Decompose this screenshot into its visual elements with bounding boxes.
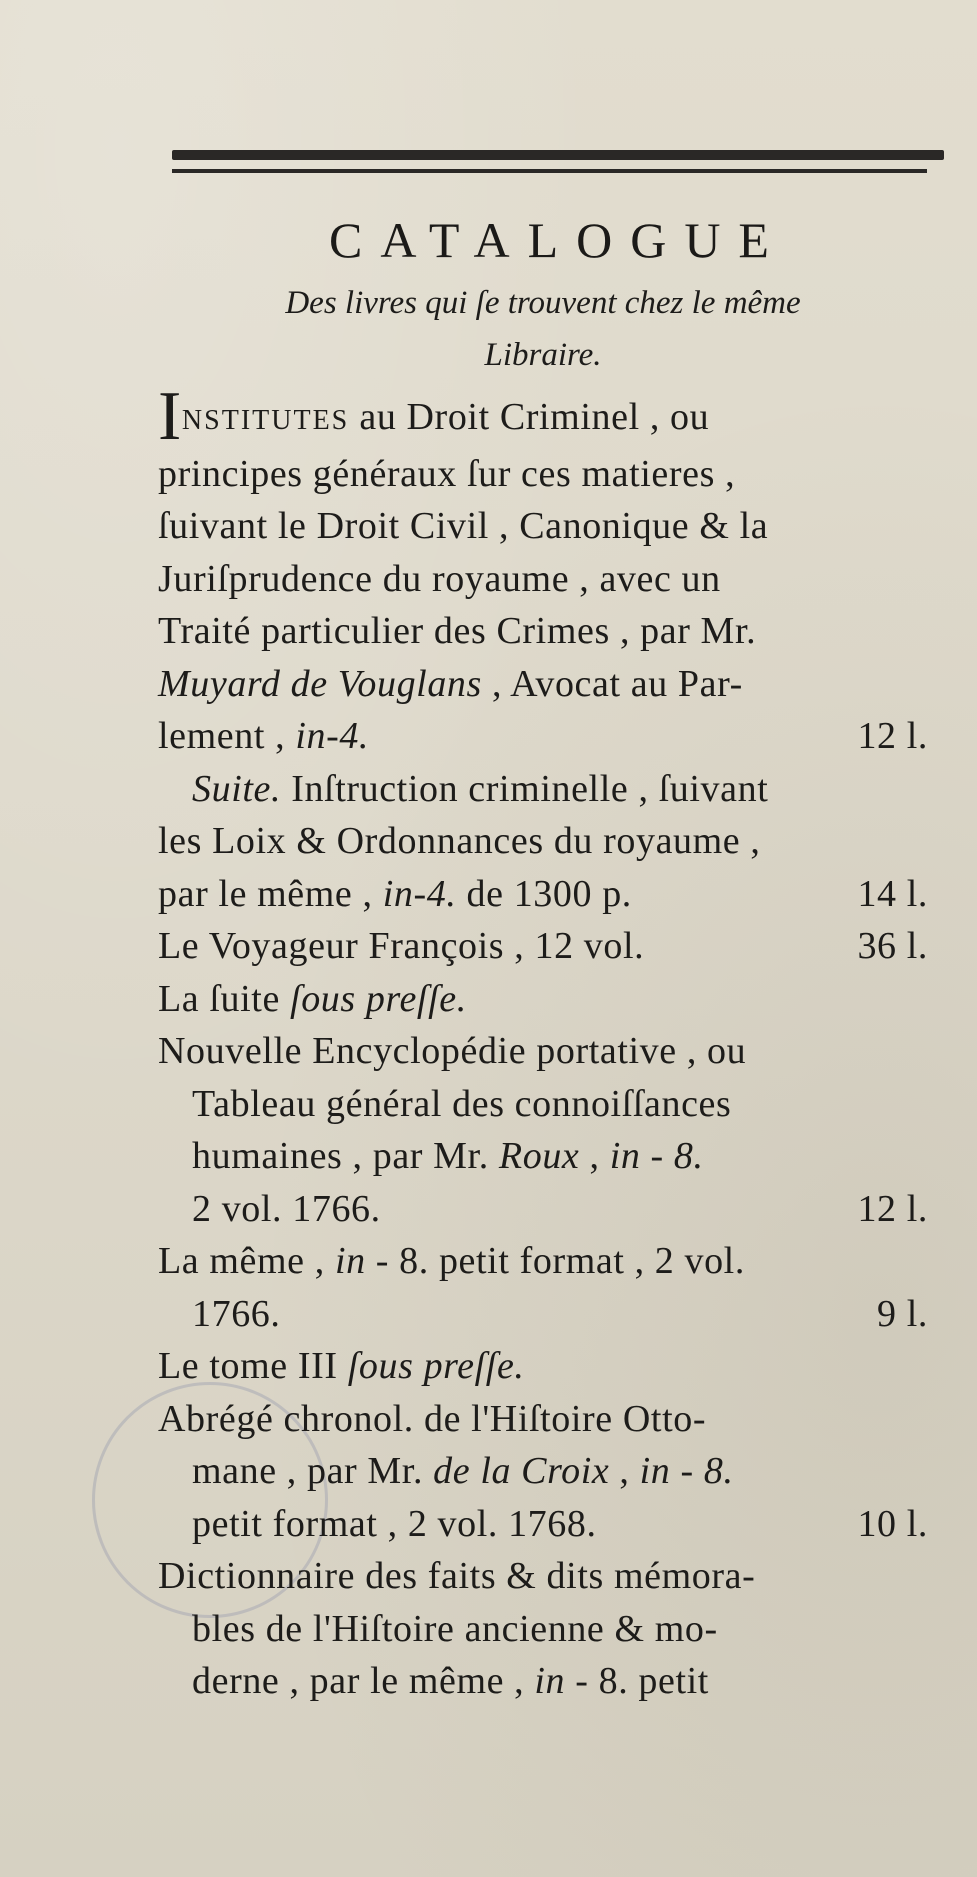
entry-text: , Avocat au Par- xyxy=(481,662,743,705)
catalogue-entries xyxy=(158,378,928,1708)
entry-line xyxy=(158,763,928,816)
price: 9 l. xyxy=(877,1292,928,1335)
catalogue-entry xyxy=(158,1393,928,1551)
entry-line: Abrégé chronol. de l'Hiſtoire Otto- xyxy=(158,1397,707,1440)
entry-text: lement , xyxy=(158,715,296,757)
catalogue-entry xyxy=(158,763,928,921)
entry-text: , xyxy=(609,1450,640,1492)
entry-text: Le Voyageur François , 12 vol. xyxy=(158,925,645,967)
entry-line xyxy=(158,378,928,455)
entry-text: , xyxy=(579,1135,610,1177)
entry-text: au Droit Criminel , ou xyxy=(349,396,710,438)
entry-text: petit format , 2 vol. 1768. xyxy=(192,1502,597,1545)
entry-text: Le tome III xyxy=(158,1345,348,1387)
price: 36 l. xyxy=(857,925,928,967)
entry-text: La même , xyxy=(158,1240,335,1282)
price: 12 l. xyxy=(857,715,928,757)
subtitle xyxy=(158,277,928,381)
entry-line: Traité particulier des Crimes , par Mr. xyxy=(158,610,757,652)
entry-line: Juriſprudence du royaume , avec un xyxy=(158,557,721,600)
catalogue-entry xyxy=(158,1550,928,1708)
catalogue-entry xyxy=(158,1235,928,1340)
entry-line: les Loix & Ordonnances du royaume , xyxy=(158,820,761,862)
catalogue-entry xyxy=(158,378,928,763)
page-title: CATALOGUE xyxy=(329,212,787,268)
entry-line xyxy=(158,868,928,921)
entry-text: derne , par le même , xyxy=(192,1660,535,1702)
entry-text: - 8. petit xyxy=(565,1660,709,1702)
subtitle-line: Des livres qui ſe trouvent chez le même xyxy=(285,285,801,321)
note-italic: ſous preſſe. xyxy=(347,1345,525,1387)
entry-text: humaines , par Mr. xyxy=(192,1135,499,1177)
price: 12 l. xyxy=(857,1187,928,1230)
entry-line xyxy=(158,710,928,763)
entry-line xyxy=(158,1235,928,1288)
entry-line: Nouvelle Encyclopédie portative , ou xyxy=(158,1030,747,1072)
entry-line xyxy=(158,1655,928,1708)
format-text: in-4. xyxy=(382,872,457,915)
entry-line xyxy=(158,1288,928,1341)
entry-text: par le même , xyxy=(158,872,383,915)
entry-line xyxy=(158,658,928,711)
entry-text: de 1300 p. xyxy=(456,872,632,915)
entry-lead-italic: Suite. xyxy=(192,767,282,810)
entry-line: ſuivant le Droit Civil , Canonique & la xyxy=(158,505,769,547)
page-content xyxy=(158,138,928,1708)
note-italic: ſous preſſe. xyxy=(290,977,467,1020)
entry-line xyxy=(158,1130,928,1183)
entry-text: Inſtruction criminelle , ſuivant xyxy=(281,767,769,810)
author-name: Muyard de Vouglans xyxy=(158,662,482,705)
entry-line xyxy=(158,920,928,973)
entry-text: mane , par Mr. xyxy=(192,1450,434,1492)
entry-line: Dictionnaire des faits & dits mémora- xyxy=(158,1555,756,1597)
format-text: in - 8. xyxy=(609,1135,704,1177)
entry-line xyxy=(158,973,928,1026)
subtitle-line: Libraire. xyxy=(484,337,602,373)
entry-text: 1766. xyxy=(192,1292,281,1335)
author-name: de la Croix xyxy=(433,1450,610,1492)
entry-text: La ſuite xyxy=(158,977,291,1020)
price: 14 l. xyxy=(857,872,928,915)
entry-line xyxy=(158,1445,928,1498)
entry-line: Tableau général des connoiſſances xyxy=(192,1082,732,1125)
catalogue-entry xyxy=(158,1340,928,1393)
entry-line: principes généraux ſur ces matieres , xyxy=(158,452,736,495)
top-thin-rule xyxy=(172,169,927,173)
drop-cap: I xyxy=(158,378,182,455)
entry-line xyxy=(158,1183,928,1236)
catalogue-entry xyxy=(158,1025,928,1235)
entry-line xyxy=(158,1340,928,1393)
format-text: in - 8. xyxy=(639,1450,734,1492)
price: 10 l. xyxy=(857,1502,928,1545)
format-text: in xyxy=(334,1240,366,1282)
format-text: in-4. xyxy=(295,715,370,757)
entry-line xyxy=(158,1498,928,1551)
entry-line: bles de l'Hiſtoire ancienne & mo- xyxy=(192,1607,718,1650)
author-name: Roux xyxy=(498,1135,580,1177)
top-ornamental-rule xyxy=(172,150,944,160)
catalogue-entry xyxy=(158,920,928,1025)
entry-text: - 8. petit format , 2 vol. xyxy=(365,1240,745,1282)
format-text: in xyxy=(534,1660,566,1702)
entry-text: 2 vol. 1766. xyxy=(192,1187,381,1230)
small-caps-text: NSTITUTES xyxy=(181,405,350,436)
